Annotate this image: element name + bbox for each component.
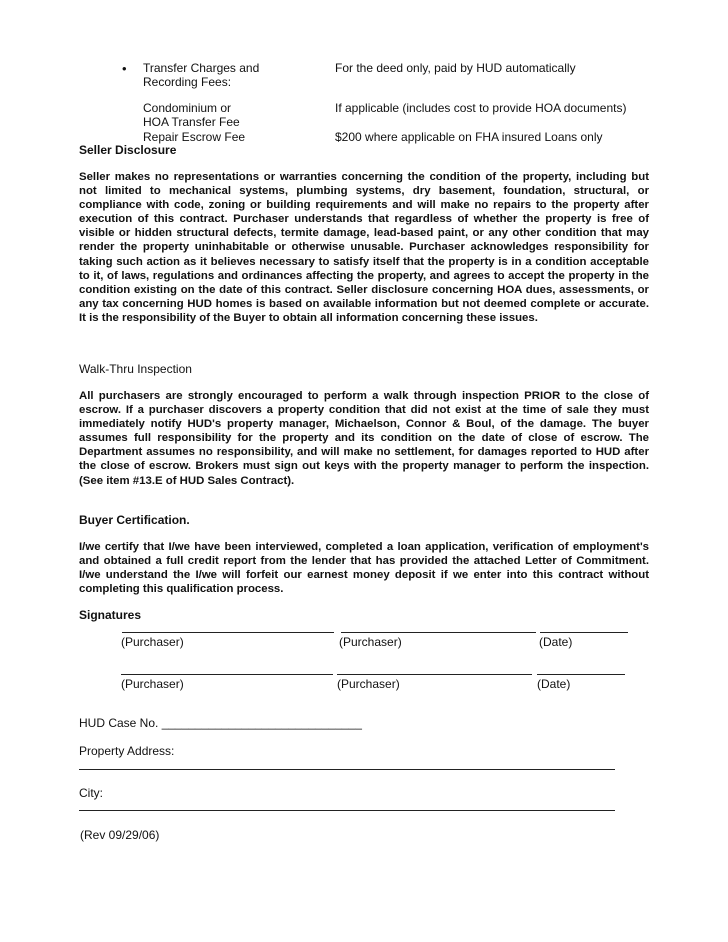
city-label: City:	[79, 786, 103, 800]
walk-thru-heading: Walk-Thru Inspection	[79, 362, 192, 376]
fee-label-line: Repair Escrow Fee	[143, 130, 246, 144]
fee-value: For the deed only, paid by HUD automatically	[335, 61, 576, 75]
purchaser-label: (Purchaser)	[337, 677, 400, 691]
fee-label-line: Condominium or	[143, 101, 232, 115]
fee-label	[143, 61, 323, 89]
property-address-line[interactable]	[79, 769, 615, 770]
purchaser-label: (Purchaser)	[339, 635, 402, 649]
fee-label-line: HOA Transfer Fee	[143, 115, 240, 129]
fee-label	[143, 101, 323, 129]
property-address-label: Property Address:	[79, 744, 175, 758]
revision-note: (Rev 09/29/06)	[80, 828, 160, 842]
date-label: (Date)	[537, 677, 571, 691]
fee-value: $200 where applicable on FHA insured Loans only	[335, 130, 603, 144]
bullet-icon: •	[122, 61, 127, 76]
purchaser-signature-line-2[interactable]	[341, 632, 536, 633]
date-line-2[interactable]	[537, 674, 625, 675]
purchaser-label: (Purchaser)	[121, 677, 184, 691]
date-label: (Date)	[539, 635, 573, 649]
hud-case-no-field: HUD Case No. ______________________________	[79, 716, 362, 730]
city-line[interactable]	[79, 810, 615, 811]
fee-label-line: Transfer Charges and	[143, 61, 260, 75]
walk-thru-text: All purchasers are strongly encouraged to perform a walk through inspection PRIOR to the close of escrow. If a purchaser discovers a property condition that did not exist at the time of sale they must immediately notify HUD's property manager, Michaelson, Connor & Boul, of the damage. The buyer assumes full responsibility for the property and its condition on the date of close of escrow. The Department assumes no responsibility, and will make no settlement, for damages reported to HUD after the close of escrow. Brokers must sign out keys with the property manager to perform the inspection. (See item #13.E of HUD Sales Contract).	[79, 390, 649, 487]
fee-value: If applicable (includes cost to provide HOA documents)	[335, 101, 627, 115]
buyer-certification-text: I/we certify that I/we have been interviewed, completed a loan application, verification of employment's and obtained a full credit report from the lender that has provided the attached Letter of Commitment. I/we understand the I/we will forfeit our earnest money deposit if we enter into this contract without completing this qualification process.	[79, 541, 649, 596]
fee-label	[143, 130, 323, 144]
fee-label-line: Recording Fees:	[143, 75, 232, 89]
purchaser-signature-line-1[interactable]	[122, 632, 334, 633]
signatures-heading: Signatures	[79, 608, 142, 622]
date-line-1[interactable]	[540, 632, 628, 633]
seller-disclosure-text: Seller makes no representations or warranties concerning the condition of the property, including but not limited to mechanical systems, plumbing systems, dry basement, foundation, structural, or compliance with code, zoning or building requirements and will make no repairs to the property after execution of this contract. Purchaser understands that regardless of whether the property is free of visible or hidden structural defects, termite damage, lead-based paint, or any other condition that may render the property uninhabitable or otherwise unusable. Purchaser acknowledges responsibility for taking such action as it believes necessary to satisfy itself that the property is in a condition acceptable to it, of laws, regulations and ordinances affecting the property, and agrees to accept the property in the condition existing on the date of this contract. Seller disclosure concerning HOA dues, assessments, or any tax concerning HUD homes is based on available information but not deemed complete or accurate. It is the responsibility of the Buyer to obtain all information concerning these issues.	[79, 171, 649, 324]
seller-disclosure-heading: Seller Disclosure	[79, 143, 177, 157]
purchaser-signature-line-4[interactable]	[337, 674, 532, 675]
purchaser-label: (Purchaser)	[121, 635, 184, 649]
buyer-certification-heading: Buyer Certification.	[79, 513, 190, 527]
purchaser-signature-line-3[interactable]	[121, 674, 333, 675]
